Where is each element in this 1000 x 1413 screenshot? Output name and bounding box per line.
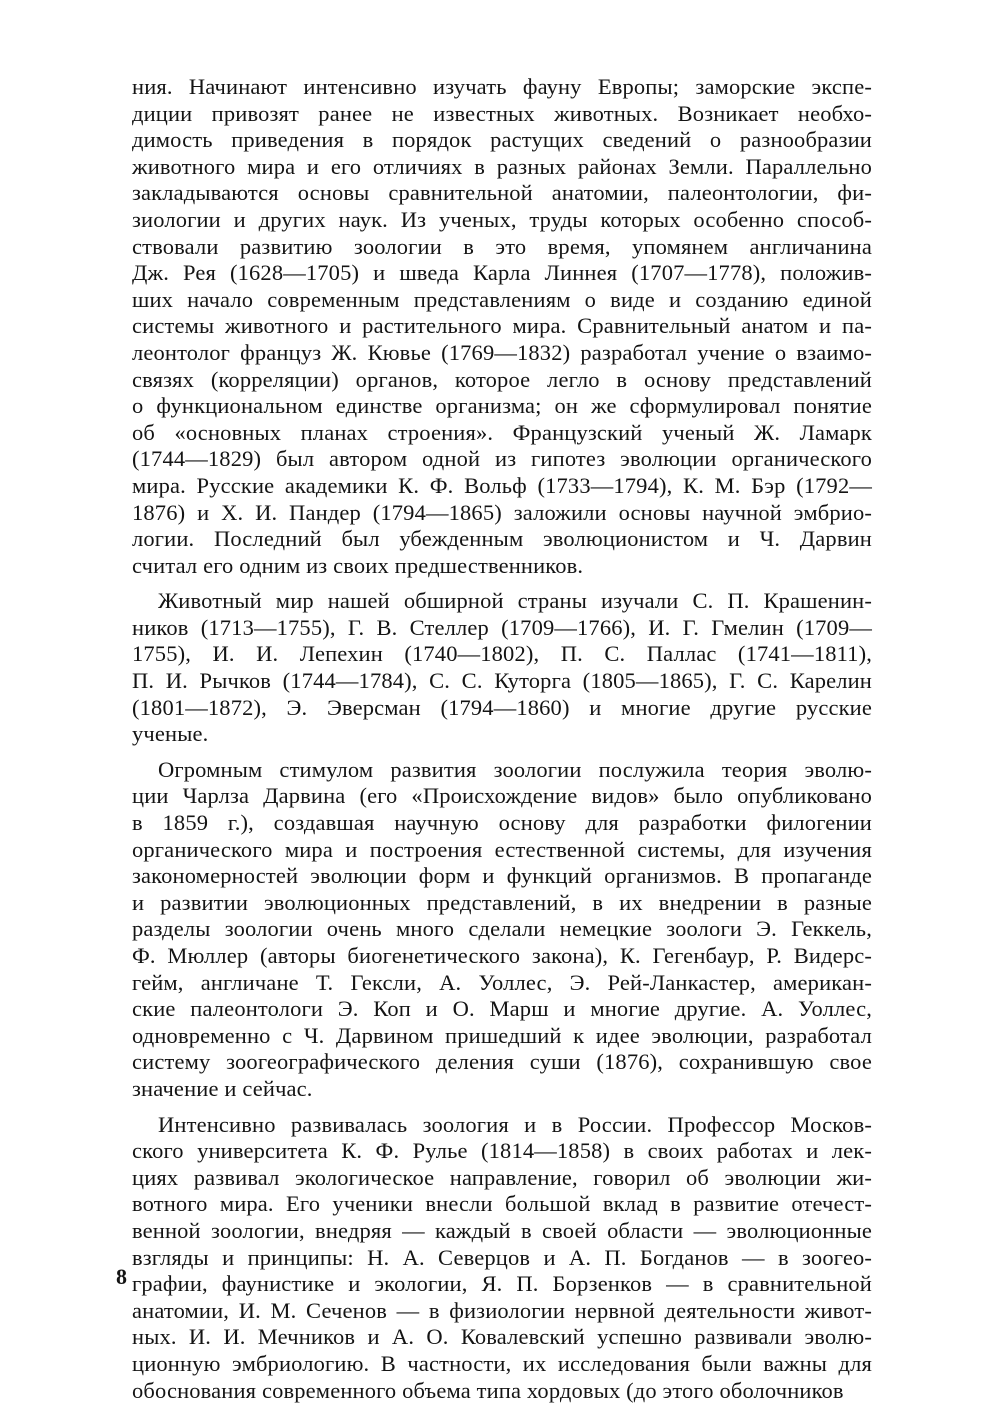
text-line: ученые.	[132, 721, 209, 747]
text-line: вотного мира. Его ученики внесли большой вклад в развитие отечест-	[132, 1191, 872, 1217]
text-line: систему зоогеографического деления суши (1876), сохранившую свое	[132, 1049, 872, 1075]
text-line: ствовали развитию зоологии в это время, упомянем англичанина	[132, 233, 872, 259]
text-line: диции привозят ранее не известных животных. Возникает необхо-	[132, 100, 872, 126]
text-line: разделы зоологии очень много сделали немецкие зоологи Э. Геккель,	[132, 916, 872, 942]
text-line: ных. И. И. Мечников и А. О. Ковалевский успешно развивали эволю-	[132, 1324, 872, 1350]
paragraph	[132, 74, 872, 579]
text-line: Животный мир нашей обширной страны изучали С. П. Крашенин-	[158, 588, 872, 614]
text-line: (1744—1829) был автором одной из гипотез эволюции органического	[132, 446, 872, 472]
text-line: о функциональном единстве организма; он же сформулировал понятие	[132, 393, 872, 419]
text-line: 1755), И. И. Лепехин (1740—1802), П. С. Паллас (1741—1811),	[132, 641, 872, 667]
text-line: органического мира и построения естественной системы, для изучения	[132, 836, 872, 862]
text-line: в 1859 г.), создавшая научную основу для разработки филогении	[132, 810, 872, 836]
text-line: графии, фаунистике и экологии, Я. П. Борзенков — в сравнительной	[132, 1271, 872, 1297]
text-line: и развитии эволюционных представлений, в их внедрении в разные	[132, 889, 872, 915]
text-line: закладываются основы сравнительной анатомии, палеонтологии, фи-	[132, 180, 872, 206]
text-line: об «основных планах строения». Французский ученый Ж. Ламарк	[132, 419, 872, 445]
text-line: циях развивал экологическое направление, говорил об эволюции жи-	[132, 1164, 872, 1190]
text-line: Ф. Мюллер (авторы биогенетического закона), К. Гегенбаур, Р. Видерс-	[132, 943, 872, 968]
text-line: ского университета К. Ф. Рулье (1814—1858) в своих работах и лек-	[132, 1138, 872, 1164]
text-line: мира. Русские академики К. Ф. Вольф (1733—1794), К. М. Бэр (1792—	[132, 472, 872, 498]
text-line: 1876) и Х. И. Пандер (1794—1865) заложили основы научной эмбрио-	[132, 499, 872, 525]
text-line: гейм, англичане Т. Гексли, А. Уоллес, Э. Рей-Ланкастер, американ-	[132, 969, 872, 995]
text-line: одновременно с Ч. Дарвином пришедший к идее эволюции, разработал	[132, 1022, 872, 1048]
text-line: связях (корреляции) органов, которое легло в основу представлений	[132, 366, 872, 392]
page-number: 8	[116, 1264, 127, 1289]
text-line: обоснования современного объема типа хордовых (до этого оболочников	[132, 1377, 844, 1403]
text-line: Огромным стимулом развития зоологии послужила теория эволю-	[158, 756, 872, 782]
paragraph	[132, 1112, 872, 1405]
text-line: системы животного и растительного мира. Сравнительный анатом и па-	[132, 313, 872, 339]
paragraph	[132, 757, 872, 1103]
text-line: логии. Последний был убежденным эволюционистом и Ч. Дарвин	[132, 526, 872, 552]
text-line: ников (1713—1755), Г. В. Стеллер (1709—1766), И. Г. Гмелин (1709—	[132, 614, 872, 640]
paragraph	[132, 588, 872, 748]
text-line: ционную эмбриологию. В частности, их исследования были важны для	[132, 1350, 872, 1376]
body-text	[132, 74, 872, 1413]
text-line: закономерностей эволюции форм и функций организмов. В пропаганде	[132, 863, 872, 889]
text-line: Дж. Рея (1628—1705) и шведа Карла Линнея (1707—1778), положив-	[132, 260, 872, 286]
text-line: считал его одним из своих предшественников.	[132, 552, 584, 578]
text-line: ших начало современным представлениям о виде и созданию единой	[132, 286, 872, 312]
text-line: Интенсивно развивалась зоология и в России. Профессор Москов-	[158, 1111, 872, 1137]
text-line: значение и сейчас.	[132, 1075, 313, 1101]
text-line: анатомии, И. М. Сеченов — в физиологии нервной деятельности живот-	[132, 1297, 872, 1323]
text-line: (1801—1872), Э. Эверсман (1794—1860) и многие другие русские	[132, 694, 872, 720]
text-line: димость приведения в порядок растущих сведений о разнообразии	[132, 127, 872, 153]
text-line: венной зоологии, внедряя — каждый в своей области — эволюционные	[132, 1217, 872, 1243]
text-line: животного мира и его отличиях в разных районах Земли. Параллельно	[132, 153, 872, 179]
text-line: леонтолог француз Ж. Кювье (1769—1832) разработал учение о взаимо-	[132, 339, 872, 365]
text-line: ния. Начинают интенсивно изучать фауну Европы; заморские экспе-	[132, 74, 872, 99]
text-line: П. И. Рычков (1744—1784), С. С. Куторга (1805—1865), Г. С. Карелин	[132, 668, 872, 694]
text-line: ции Чарлза Дарвина (его «Происхождение видов» было опубликовано	[132, 783, 872, 809]
text-line: взгляды и принципы: Н. А. Северцов и А. П. Богданов — в зоогео-	[132, 1244, 872, 1270]
text-line: ские палеонтологи Э. Коп и О. Марш и многие другие. А. Уоллес,	[132, 996, 872, 1022]
text-line: зиологии и других наук. Из ученых, труды которых особенно способ-	[132, 206, 872, 232]
